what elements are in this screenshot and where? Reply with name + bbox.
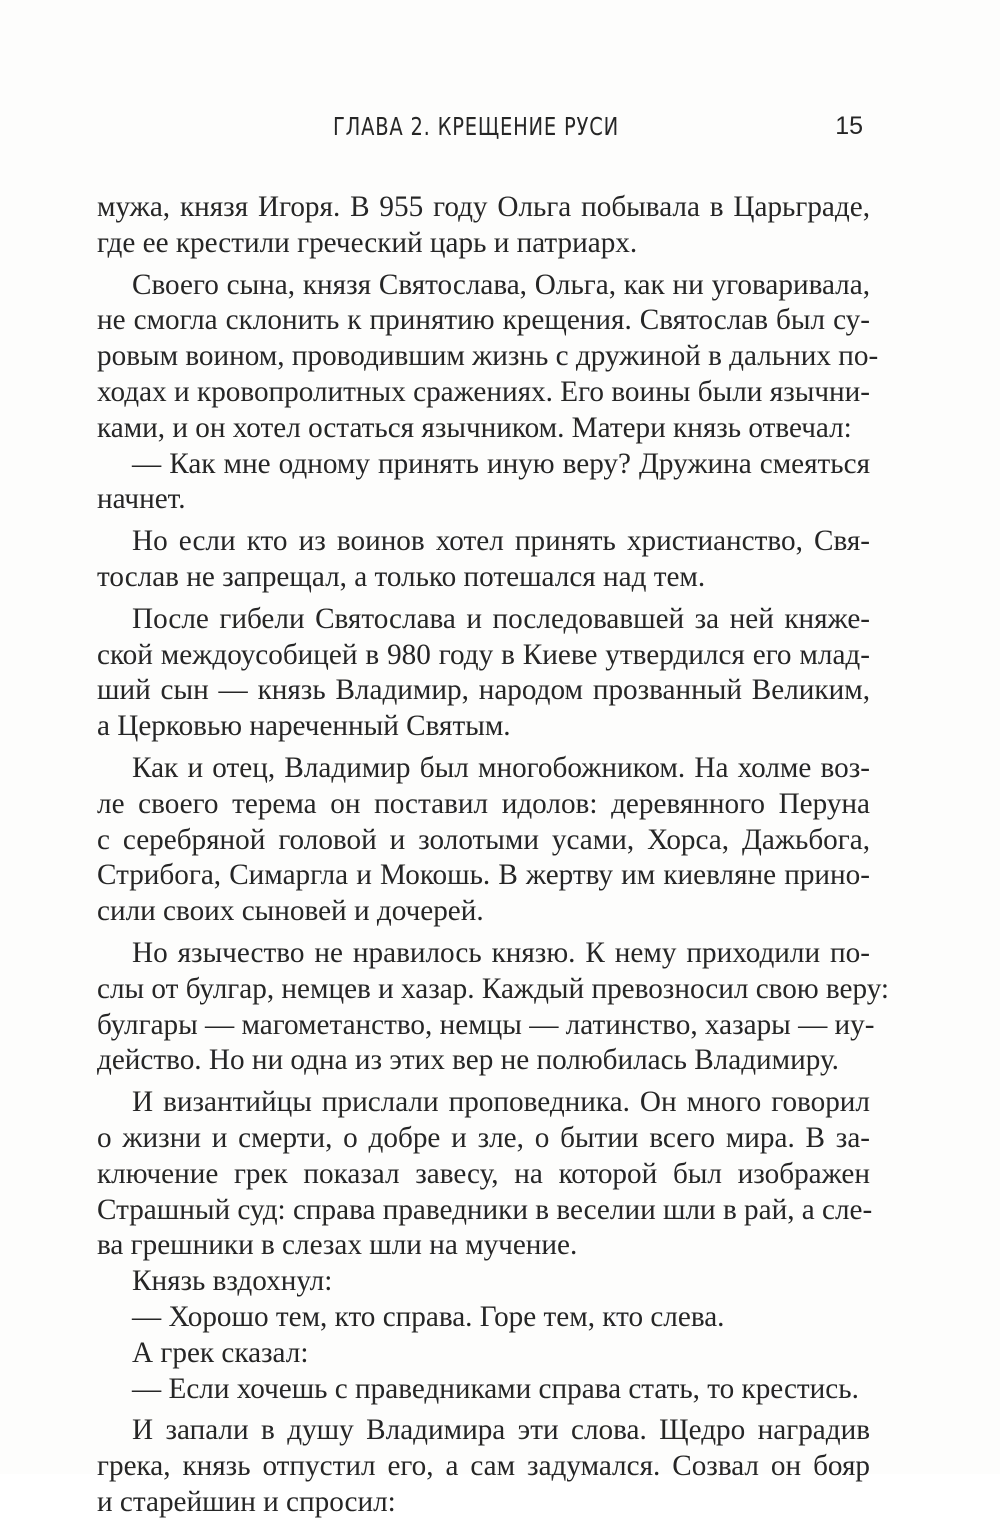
text-line: начнет. — [97, 483, 186, 516]
text-line: Но язычество не нравилось князю. К нему приходили по- — [132, 936, 870, 969]
text-line: ками, и он хотел остаться язычником. Матери князь отвечал: — [97, 411, 852, 444]
text-line: ходах и кровопролитных сражениях. Его воины были язычни- — [97, 375, 870, 408]
text-line: После гибели Святослава и последовавшей за ней княже- — [132, 602, 870, 635]
text-line: тослав не запрещал, а только потешался над тем. — [97, 560, 706, 593]
text-line: Своего сына, князя Святослава, Ольга, как ни уговаривала, — [132, 268, 870, 301]
body-text — [97, 190, 890, 1521]
text-line: Стрибога, Симаргла и Мокошь. В жертву им киевляне прино- — [97, 859, 870, 892]
text-line: и старейшин и спросил: — [97, 1485, 396, 1518]
text-line: сили своих сыновей и дочерей. — [97, 895, 484, 928]
text-line: ший сын — князь Владимир, народом прозванный Великим, — [97, 674, 870, 707]
text-line: с серебряной головой и золотыми усами, Хорса, Дажьбога, — [97, 823, 870, 856]
text-line: А грек сказал: — [132, 1336, 309, 1369]
text-line: грека, князь отпустил его, а сам задумался. Созвал он бояр — [97, 1450, 870, 1483]
running-head — [97, 112, 863, 152]
text-line: действо. Но ни одна из этих вер не полюбилась Владимиру. — [97, 1044, 839, 1077]
text-line: ключение грек показал завесу, на которой был изображен — [97, 1157, 870, 1190]
text-line: о жизни и смерти, о добре и зле, о бытии всего мира. В за- — [97, 1121, 870, 1154]
text-line: И византийцы прислали проповедника. Он много говорил — [132, 1086, 870, 1119]
text-line: ле своего терема он поставил идолов: деревянного Перуна — [97, 787, 870, 820]
text-line: не смогла склонить к принятию крещения. Святослав был су- — [97, 304, 870, 337]
text-line: ва грешники в слезах шли на мучение. — [97, 1229, 578, 1262]
text-line: мужа, князя Игоря. В 955 году Ольга побывала в Царьграде, — [97, 191, 870, 223]
text-line: булгары — магометанство, немцы — латинство, хазары — иу- — [97, 1008, 875, 1041]
text-line: где ее крестили греческий царь и патриарх. — [97, 226, 638, 259]
text-line: И запали в душу Владимира эти слова. Щедро наградив — [132, 1414, 870, 1447]
text-line: Но если кто из воинов хотел принять христианство, Свя- — [132, 525, 870, 558]
text-line: Как и отец, Владимир был многобожником. На холме воз- — [132, 751, 870, 784]
text-line: — Хорошо тем, кто справа. Горе тем, кто слева. — [132, 1300, 725, 1333]
chapter-title: ГЛАВА 2. КРЕЩЕНИЕ РУСИ — [333, 112, 619, 141]
text-line: — Если хочешь с праведниками справа стать, то крестись. — [132, 1372, 859, 1405]
text-line: ской междоусобицей в 980 году в Киеве утвердился его млад- — [97, 638, 870, 671]
text-line: Князь вздохнул: — [132, 1265, 333, 1298]
text-line: — Как мне одному принять иную веру? Дружина смеяться — [132, 447, 870, 480]
text-line: ровым воином, проводившим жизнь с дружиной в дальних по- — [97, 340, 879, 373]
text-line: а Церковью нареченный Святым. — [97, 710, 511, 743]
text-line: слы от булгар, немцев и хазар. Каждый превозносил свою веру: — [97, 972, 890, 1005]
page-number: 15 — [835, 112, 863, 140]
text-line: Страшный суд: справа праведники в веселии шли в рай, а сле- — [97, 1193, 873, 1226]
